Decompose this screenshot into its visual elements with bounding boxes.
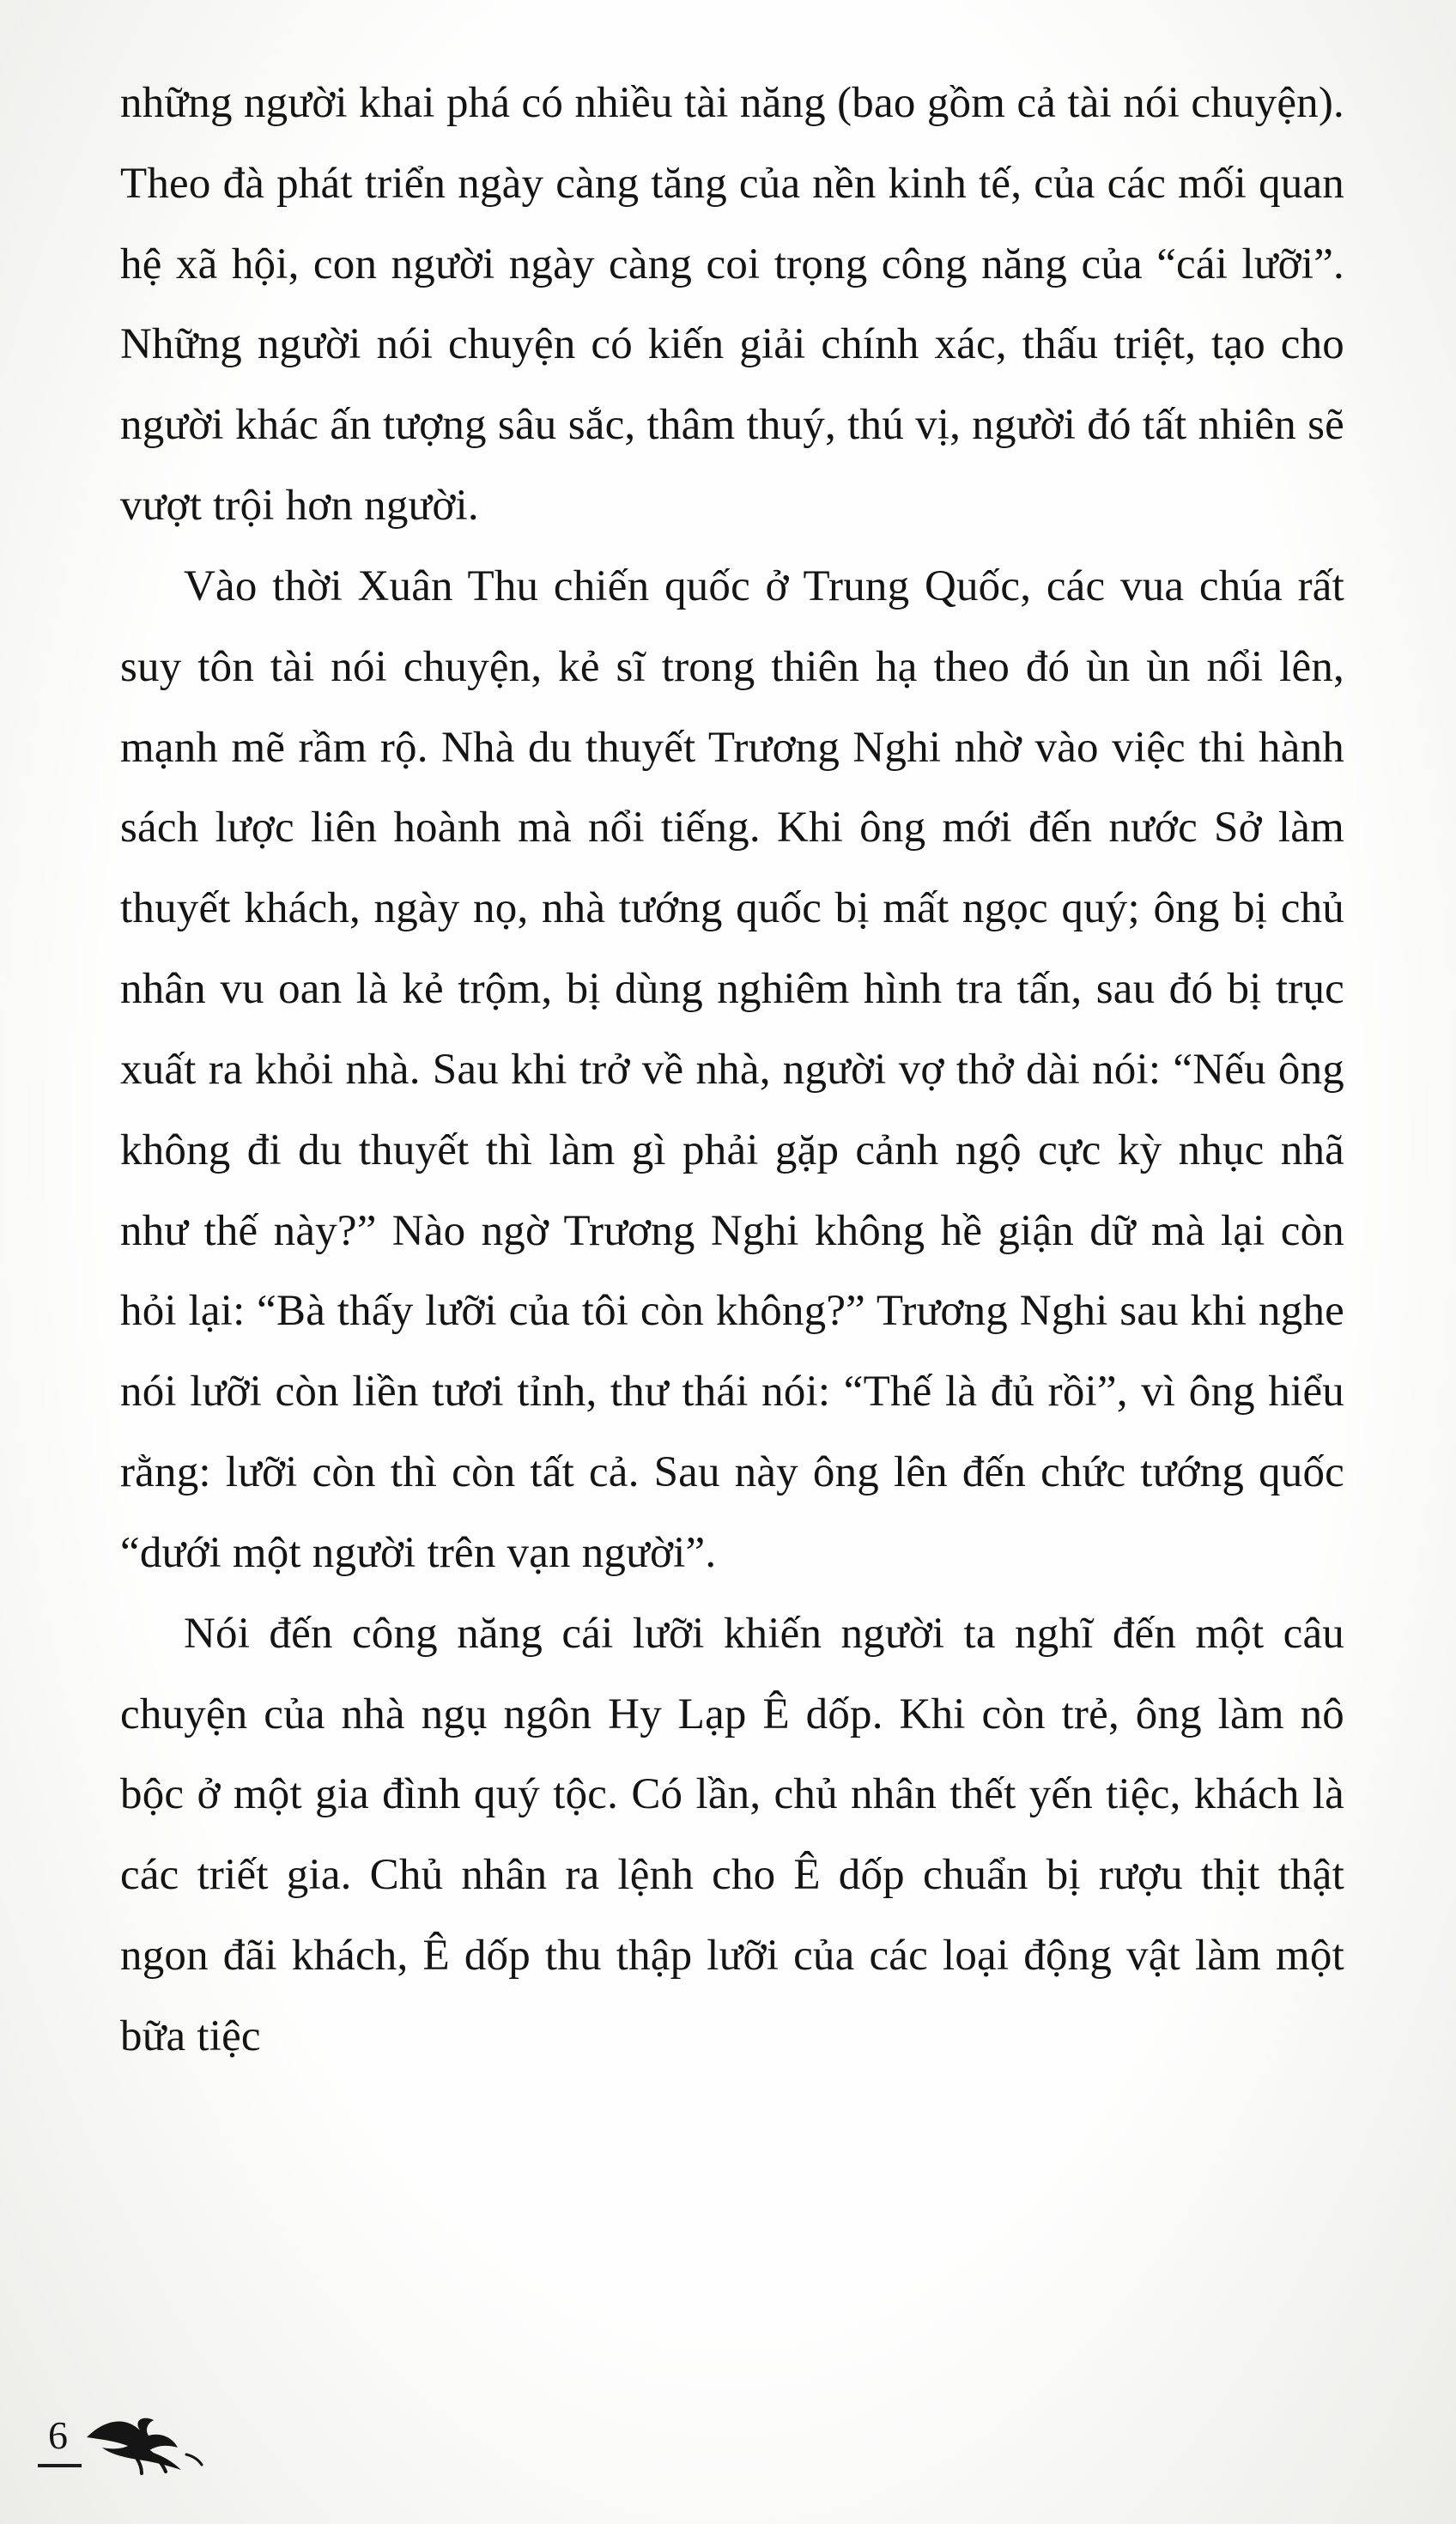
paragraph-truong-nghi: Vào thời Xuân Thu chiến quốc ở Trung Quốc, các vua chúa rất suy tôn tài nói chuyện, kẻ sĩ trong thiên hạ theo đó ùn ùn nổi lên, mạnh mẽ rầm rộ. Nhà du thuyết Trương Nghi nhờ vào việc thi hành sách lược liên hoành mà nổi tiếng. Khi ông mới đến nước Sở làm thuyết khách, ngày nọ, nhà tướng quốc bị mất ngọc quý; ông bị chủ nhân vu oan là kẻ trộm, bị dùng nghiêm hình tra tấn, sau đó bị trục xuất ra khỏi nhà. Sau khi trở về nhà, người vợ thở dài nói: “Nếu ông không đi du thuyết thì làm gì phải gặp cảnh ngộ cực kỳ nhục nhã như thế này?” Nào ngờ Trương Nghi không hề giận dữ mà lại còn hỏi lại: “Bà thấy lưỡi của tôi còn không?” Trương Nghi sau khi nghe nói lưỡi còn liền tươi tỉnh, thư thái nói: “Thế là đủ rồi”, vì ông hiểu rằng: lưỡi còn thì còn tất cả. Sau này ông lên đến chức tướng quốc “dưới một người trên vạn người”. [120,561,1344,1577]
body-text [120,64,1344,2078]
page-footer [38,2412,205,2467]
bird-flourish-icon [76,2412,205,2479]
paragraph-aesop: Nói đến công năng cái lưỡi khiến người ta nghĩ đến một câu chuyện của nhà ngụ ngôn Hy Lạp Ê dốp. Khi còn trẻ, ông làm nô bộc ở một gia đình quý tộc. Có lần, chủ nhân thết yến tiệc, khách là các triết gia. Chủ nhân ra lệnh cho Ê dốp chuẩn bị rượu thịt thật ngon đãi khách, Ê dốp thu thập lưỡi của các loại động vật làm một bữa tiệc [120,1609,1344,2060]
page-number: 6 [38,2416,82,2467]
paragraph-continuation: những người khai phá có nhiều tài năng (bao gồm cả tài nói chuyện). Theo đà phát triển ngày càng tăng của nền kinh tế, của các mối quan hệ xã hội, con người ngày càng coi trọng công năng của “cái lưỡi”. Những người nói chuyện có kiến giải chính xác, thấu triệt, tạo cho người khác ấn tượng sâu sắc, thâm thuý, thú vị, người đó tất nhiên sẽ vượt trội hơn người. [120,79,1344,531]
